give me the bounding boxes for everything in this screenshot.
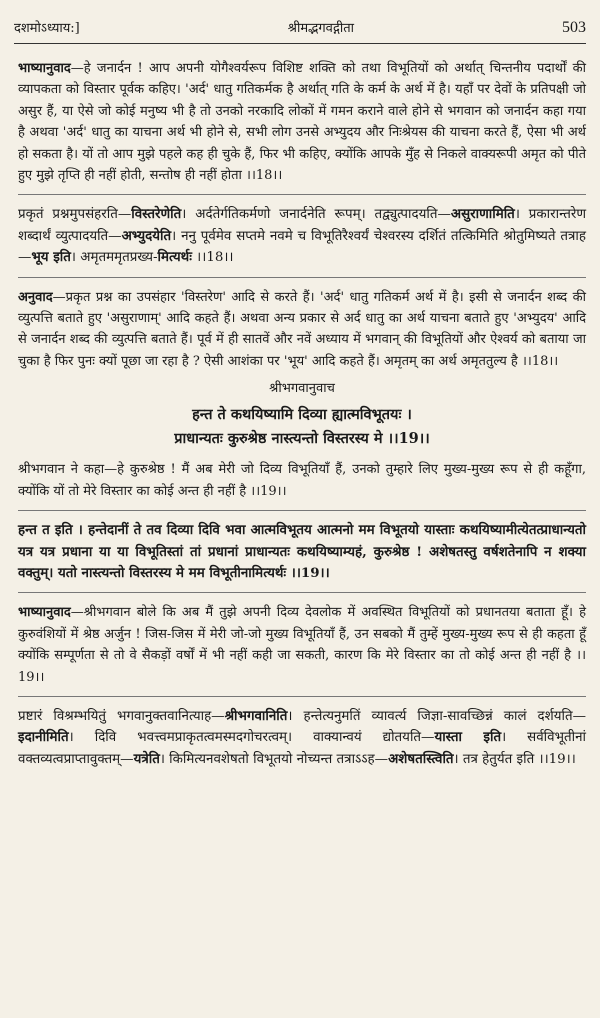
divider [18,277,586,278]
text-segment: । प्रकारान्तरेण शब्दार्थं व्युत्पादयति— [18,207,587,244]
verse-line-1: हन्त ते कथयिष्यामि दिव्या ह्यात्मविभूतयः । [192,406,412,424]
divider [18,510,586,511]
book-title: श्रीमद्भगवद्गीता [287,21,354,36]
keyword: अशेषतस्त्विति [388,750,454,767]
chapter-title: दशमोऽध्याय:] [14,21,80,36]
text-segment: प्रष्टारं विश्रम्भयितुं भगवानुक्तवानित्याह— [18,708,225,724]
keyword: मित्यर्थः [157,249,192,266]
bhashyanuvad-label: भाष्यानुवाद [18,61,71,76]
text-segment: । सर्वविभूतीनां वक्तव्यत्वप्राप्तावुक्तम्— [18,730,586,767]
verse-line-2: प्राधान्यतः कुरुश्रेष्ठ नास्त्यन्तो विस्तरस्य मे ।।19।। [174,430,430,448]
text-segment: । अमृतममृतप्रख्य- [70,250,158,266]
anuvad-text: —प्रकृत प्रश्न का उपसंहार 'विस्तरेण' आदि से करते हैं। 'अर्द' धातु गतिकर्म अर्थ में है। इसी से जनार्दन शब्द की व्युत्पत्ति बताते हुए 'असुराणाम्' आदि कहते हैं। अथवा अन्य प्रकार से अर्द धातु का अर्थ याचना बताते हुए 'अभ्युदय' आदि से जनार्दन शब्द की व्युत्पत्ति बताते हैं। पूर्व में ही सातवें और नवें अध्याय में भगवान् की विभूतियों और ऐश्वर्य को बताया जा चुका है फिर पुनः क्यों पूछा जा रहा है ? ऐसी आशंका पर 'भूय' आदि कहते हैं। अमृतम् का अर्थ अमृततुल्य है ।।18।। [18,289,586,369]
text-segment: । ननु पूर्वमेव सप्तमे नवमे च विभूतिरैश्वर्यं चेश्वरस्य दर्शितं तत्किमिति श्रोतुमिष्यते तत्राह— [18,228,586,266]
keyword: विस्तरेणेति [131,206,182,223]
divider [18,696,586,697]
speaker-heading: श्रीभगवानुवाच [269,381,335,397]
bhashyanuvad-paragraph-2 [18,602,586,688]
text-segment: प्रकृतं प्रश्नमुपसंहरति— [18,207,132,223]
bhashyanuvad-paragraph-1 [18,58,586,186]
keyword: यास्ता इति [434,729,502,746]
keyword: यत्रेति [133,750,160,767]
text-segment: । तत्र हेतुर्यत इति ।।19।। [453,751,576,767]
text-segment: । हन्तेत्यनुमतिं व्यावर्त्य जिज्ञा-सावच्छिन्नं कालं दर्शयति— [287,708,586,724]
text-segment: ।।18।। [191,250,234,266]
page-content [18,58,586,770]
anuvad-paragraph [18,287,586,373]
bhashyanuvad-label: भाष्यानुवाद [18,605,71,621]
bhashyanuvad-text: —श्रीभगवान बोले कि अब मैं तुझे अपनी दिव्य देवलोक में अवस्थित विभूतियों को प्रधानतया बताता हूँ। हे कुरुवंशियों में श्रेष्ठ अर्जुन ! जिस-जिस में मेरी जो-जो मुख्य विभूतियाँ हैं, उन सबको मैं तुम्हें मुख्य-मुख्य रूप से ही कहता हूँ क्योंकि सम्पूर्णता से तो वे सैकड़ों वर्षों में भी नहीं कही जा सकती, कारण कि मेरे विस्तार का तो कोई अन्त ही नहीं है ।।19।। [18,605,586,685]
divider [18,194,586,195]
keyword: श्रीभगवानिति [224,707,288,724]
keyword: अभ्युदयेति [121,227,172,244]
divider [18,592,586,593]
bhashyanuvad-text: —हे जनार्दन ! आप अपनी योगैश्वर्यरूप विशिष्ट शक्ति को तथा विभूतियों को अर्थात् चिन्तनीय पदार्थों की व्यापकता को विस्तार पूर्वक कहिए। 'अर्द' धातु गतिकर्मक है अर्थात् गति के कर्म के अर्थ में है। यहाँ पर देवों के प्रतिपक्षी जो असुर हैं, या ऐसे जो कोई मनुष्य भी है तो उनको नरकादि लोकों में गमन कराने वाले होने से भगवान को जनार्दन कहा गया है अथवा 'अर्द' धातु का याचना अर्थ भी होने से, सभी लोग उनसे अभ्युदय और निःश्रेयस की याचना करते हैं, ऐसा भी अर्थ हो सकता है। यों तो आप मुझे पहले कह ही चुके हैं, फिर भी कहिए, क्योंकि आपके मुँह से निकले वाक्यरूपी अमृत को पीते हुए मुझे तृप्ति ही नहीं होती, सन्तोष ही नहीं होता ।।18।। [18,61,586,184]
header-rule [14,43,586,44]
keyword: असुराणामिति [450,206,515,223]
verse-translation: श्रीभगवान ने कहा—हे कुरुश्रेष्ठ ! मैं अब मेरी जो दिव्य विभूतियाँ हैं, उनको तुम्हारे लिए मुख्य-मुख्य रूप से ही कहूँगा, क्योंकि यों तो मेरे विस्तार का कोई अन्त ही नहीं है ।।19।। [18,462,586,499]
sanskrit-commentary-18 [18,204,586,268]
sanskrit-final-commentary [18,706,586,770]
keyword: भूय इति [31,249,71,266]
text-segment: । अर्दतेर्गतिकर्मणो जनार्दनेति रूपम्। तद्व्युत्पादयति— [181,207,451,223]
page-number: 503 [561,19,586,36]
text-segment: । किमित्यनवशेषतो विभूतयो नोच्यन्त तत्राऽऽह— [159,751,389,767]
keyword: इदानीमिति [18,729,69,746]
sanskrit-commentary-19: हन्त त इति । हन्तेदानीं ते तव दिव्या दिवि भवा आत्मविभूतय आत्मनो मम विभूतयो यास्ताः कथयिष्यामीत्येतत्प्राधान्यतो यत्र यत्र प्रधाना या या विभूतिस्तां तां प्रधानां प्राधान्यतः कथयिष्याम्यहं, कुरुश्रेष्ठ ! अशेषतस्तु वर्षशतेनापि न शक्या वक्तुम्। यतो नास्त्यन्तो विस्तरस्य मे मम विभूतीनामित्यर्थः ।।19।। [18,522,586,581]
text-segment: । दिवि भवत्त्वमप्राकृतत्वमस्मदगोचरत्वम्। वाक्यान्वयं द्योतयति— [68,730,435,746]
page-header [14,18,586,37]
anuvad-label: अनुवाद [18,289,53,305]
